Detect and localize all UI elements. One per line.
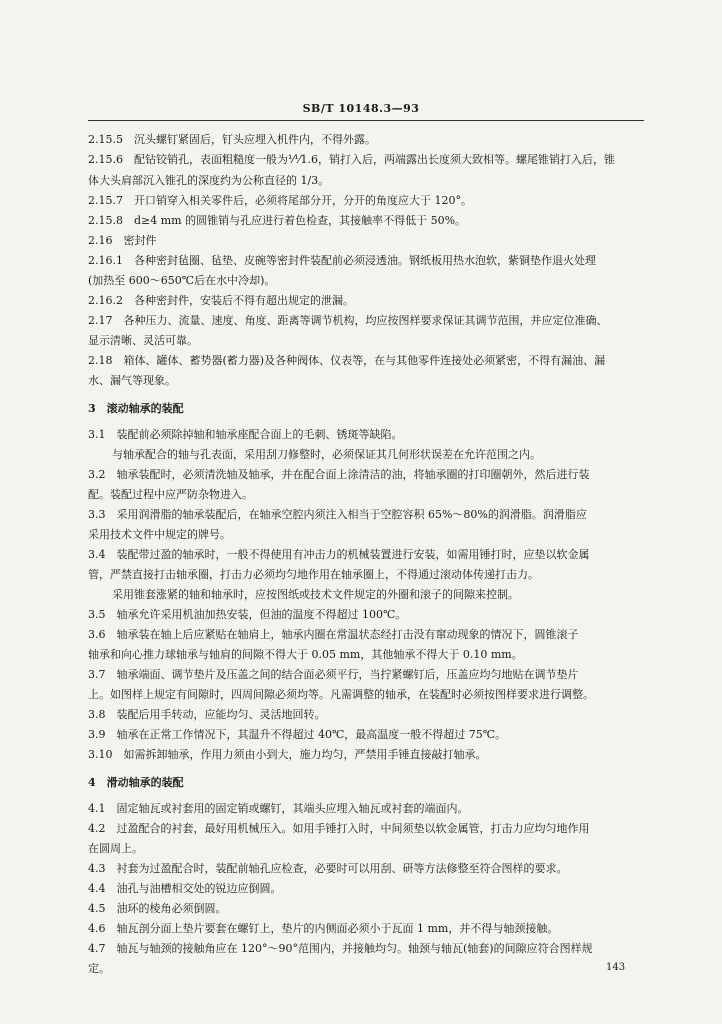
clause-3-2-cont: 配。装配过程中应严防杂物进入。 <box>88 488 253 501</box>
clause-3-7: 3.7 轴承端面、调节垫片及压盖之间的结合面必须平行，当拧紧螺钉后，压盖应均匀地贴在调节垫片 <box>88 668 579 681</box>
clause-3-4: 3.4 装配带过盈的轴承时，一般不得使用有冲击力的机械装置进行安装，如需用锤打时，应垫以软金属 <box>88 548 590 561</box>
clause-2-17-cont: 显示清晰、灵活可靠。 <box>88 334 198 347</box>
section-4-heading: 4 滑动轴承的装配 <box>88 776 184 789</box>
clause-2-16-1-cont: (加热至 600～650℃后在水中冷却)。 <box>88 274 276 287</box>
header-rule <box>88 120 644 121</box>
clause-4-6: 4.6 轴瓦剖分面上垫片要套在螺钉上，垫片的内侧面必须小于瓦面 1 mm，并不得与轴颈接触。 <box>88 922 559 935</box>
clause-3-1: 3.1 装配前必须除掉轴和轴承座配合面上的毛刺、锈斑等缺陷。 <box>88 428 403 441</box>
clause-2-17: 2.17 各种压力、流量、速度、角度、距离等调节机构，均应按图样要求保证其调节范围，并应定位准确、 <box>88 314 608 327</box>
clause-3-3-cont: 采用技术文件中规定的牌号。 <box>88 528 231 541</box>
clause-3-7-cont: 上。如图样上规定有间隙时，四周间隙必须均等。凡需调整的轴承，在装配时必须按图样要求进行调整。 <box>88 688 594 701</box>
clause-4-5: 4.5 油环的棱角必须倒圆。 <box>88 902 227 915</box>
page-number: 143 <box>606 962 626 973</box>
clause-3-2: 3.2 轴承装配时，必须清洗轴及轴承，并在配合面上涂清洁的油，将轴承圈的打印圈朝外，然后进行装 <box>88 468 590 481</box>
clause-2-16-1: 2.16.1 各种密封毡圈、毡垫、皮碗等密封件装配前必须浸透油。钢纸板用热水泡软，紫铜垫作退火处理 <box>88 254 596 267</box>
clause-2-18: 2.18 箱体、罐体、蓄势器(蓄力器)及各种阀体、仪表等，在与其他零件连接处必须紧密，不得有漏油、漏 <box>88 354 606 367</box>
clause-2-15-6: 2.15.6 配钻铰销孔，表面粗糙度一般为⅟⅟1.6，销打入后，两端露出长度须大致相等。螺尾锥销打入后，锥 <box>88 153 615 166</box>
clause-3-10: 3.10 如需拆卸轴承，作用力须由小到大，施力均匀，严禁用手锤直接敲打轴承。 <box>88 748 487 761</box>
clause-3-5: 3.5 轴承允许采用机油加热安装，但油的温度不得超过 100℃。 <box>88 608 407 621</box>
clause-4-2: 4.2 过盈配合的衬套，最好用机械压入。如用手锤打入时，中间须垫以软金属管，打击力应均匀地作用 <box>88 822 590 835</box>
clause-3-4-para2: 采用锥套涨紧的轴和轴承时，应按图纸或技术文件规定的外圈和滚子的间隙来控制。 <box>112 588 519 601</box>
clause-3-3: 3.3 采用润滑脂的轴承装配后，在轴承空腔内须注入相当于空腔容积 65%～80%的润滑脂。润滑脂应 <box>88 508 587 521</box>
clause-3-6: 3.6 轴承装在轴上后应紧贴在轴肩上，轴承内圈在常温状态经打击没有窜动现象的情况下，圆锥滚子 <box>88 628 579 641</box>
clause-2-15-5: 2.15.5 沉头螺钉紧固后，钉头应埋入机件内，不得外露。 <box>88 133 376 146</box>
clause-2-15-7: 2.15.7 开口销穿入相关零件后，必须将尾部分开，分开的角度应大于 120°。 <box>88 194 472 207</box>
clause-4-4: 4.4 油孔与油槽相交处的锐边应倒圆。 <box>88 882 282 895</box>
clause-4-7-cont: 定。 <box>88 962 110 975</box>
standard-code-header: SB/T 10148.3—93 <box>302 102 420 115</box>
clause-4-7: 4.7 轴瓦与轴颈的接触角应在 120°～90°范围内，并接触均匀。轴颈与轴瓦(轴套)的间隙应符合图样规 <box>88 942 593 955</box>
clause-3-1-para2: 与轴承配合的轴与孔表面，采用刮刀修整时，必须保证其几何形状误差在允许范围之内。 <box>112 448 541 461</box>
clause-3-4-cont: 管，严禁直接打击轴承圈，打击力必须均匀地作用在轴承圈上，不得通过滚动体传递打击力。 <box>88 568 539 581</box>
clause-2-18-cont: 水、漏气等现象。 <box>88 374 176 387</box>
clause-4-2-cont: 在圆周上。 <box>88 842 143 855</box>
clause-3-9: 3.9 轴承在正常工作情况下，其温升不得超过 40℃，最高温度一般不得超过 75℃。 <box>88 728 507 741</box>
clause-4-3: 4.3 衬套为过盈配合时，装配前轴孔应检查，必要时可以用刮、研等方法修整至符合图样的要求。 <box>88 862 568 875</box>
clause-2-16-2: 2.16.2 各种密封件，安装后不得有超出规定的泄漏。 <box>88 294 354 307</box>
section-3-heading: 3 滚动轴承的装配 <box>88 402 184 415</box>
clause-4-1: 4.1 固定轴瓦或衬套用的固定销或螺钉，其端头应埋入轴瓦或衬套的端面内。 <box>88 802 469 815</box>
clause-3-6-cont: 轴承和向心推力球轴承与轴肩的间隙不得大于 0.05 mm，其他轴承不得大于 0.10 mm。 <box>88 648 523 661</box>
clause-2-15-8: 2.15.8 d≥4 mm 的圆锥销与孔应进行着色检查，其接触率不得低于 50%。 <box>88 214 467 227</box>
clause-2-16: 2.16 密封件 <box>88 234 157 247</box>
clause-3-8: 3.8 装配后用手转动，应能均匀、灵活地回转。 <box>88 708 326 721</box>
clause-2-15-6-cont: 体大头肩部沉入锥孔的深度约为公称直径的 1/3。 <box>88 174 330 187</box>
